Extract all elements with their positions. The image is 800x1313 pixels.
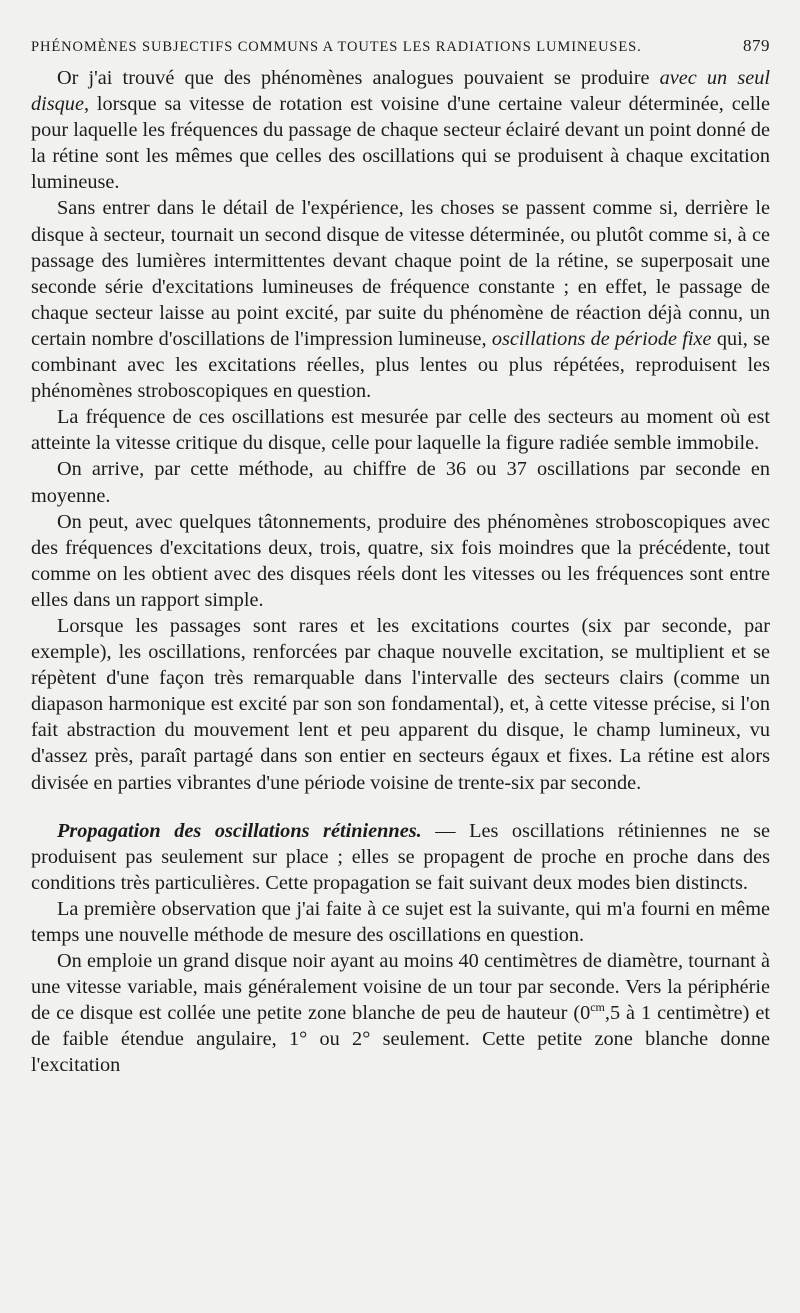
paragraph	[31, 195, 770, 404]
paragraph: La première observation que j'ai faite à ce sujet est la suivante, qui m'a fourni en même temps une nouvelle méthode de mesure des oscillations en question.	[31, 897, 770, 946]
paragraph: On arrive, par cette méthode, au chiffre de 36 ou 37 oscillations par seconde en moyenne.	[31, 458, 770, 507]
running-title: PHÉNOMÈNES SUBJECTIFS COMMUNS A TOUTES LES RADIATIONS LUMINEUSES.	[31, 39, 642, 55]
text-run: Sans entrer dans le détail de l'expérience, les choses se passent comme si, derrière le disque à secteur, tournait un second disque de vitesse déterminée, ou plutôt comme si, à ce passage des lumières intermittentes devant chaque point de la rétine, se superposait une seconde série d'excitations lumineuses de fréquence constante ; en effet, le passage de chaque secteur laisse au point excité, par suite du phénomène de réaction déjà connu, un certain nombre d'oscillations de l'impression lumineuse,	[31, 197, 770, 350]
paragraph	[31, 948, 770, 1078]
text-run: Or j'ai trouvé que des phénomènes analogues pouvaient se produire	[57, 67, 660, 89]
superscript: cm	[590, 1000, 605, 1015]
running-header	[31, 0, 770, 56]
section-spacer	[31, 796, 770, 818]
text-run: On emploie un grand disque noir ayant au moins 40 centimètres de diamètre, tournant à une vitesse variable, mais généralement voisine de un tour par seconde. Vers la périphérie de ce disque est collée une petite zone blanche de peu de hauteur (0	[31, 950, 770, 1025]
emphasis: oscillations de période fixe	[491, 327, 712, 350]
emphasis: avec un seul disque	[31, 67, 770, 116]
paragraph: Lorsque les passages sont rares et les excitations courtes (six par seconde, par exemple), les oscillations, renforcées par chaque nouvelle excitation, se multiplient et se répètent d'une façon très remarquable dans l'intervalle des secteurs clairs (comme un diapason harmonique est excité par son son fondamental), et, à cette vitesse précise, si l'on fait abstraction du mouvement lent et peu apparent du disque, le champ lumineux, vu d'assez près, paraît partagé dans son entier en secteurs égaux et fixes. La rétine est alors divisée en parties vibrantes d'une période voisine de trente-six par seconde.	[31, 614, 770, 794]
page-number: 879	[743, 36, 770, 55]
paragraph: On peut, avec quelques tâtonnements, produire des phénomènes stroboscopiques avec des fréquences d'excitations deux, trois, quatre, six fois moindres que la précédente, tout comme on les obtient avec des disques réels dont les vitesses ou les fréquences sont entre elles dans un rapport simple.	[31, 510, 770, 611]
section-title: Propagation des oscillations rétiniennes.	[57, 819, 422, 842]
body-text	[31, 65, 770, 1079]
paragraph	[31, 65, 770, 195]
section-paragraph	[31, 818, 770, 896]
text-run: qui, se combinant avec les excitations réelles, plus lentes ou plus répétées, reproduisent les phénomènes stroboscopiques en question.	[31, 327, 770, 403]
text-run: — Les oscillations rétiniennes ne se produisent pas seulement sur place ; elles se propagent de proche en proche dans des conditions très particulières. Cette propagation se fait suivant deux modes bien distincts.	[31, 819, 771, 894]
paragraph: La fréquence de ces oscillations est mesurée par celle des secteurs au moment où est atteinte la vitesse critique du disque, celle pour laquelle la figure radiée semble immobile.	[31, 406, 770, 455]
text-run: ,5 à 1 centimètre) et de faible étendue angulaire, 1° ou 2° seulement. Cette petite zone blanche donne l'excitation	[31, 1002, 770, 1077]
text-run: , lorsque sa vitesse de rotation est voisine d'une certaine valeur déterminée, celle pour laquelle les fréquences du passage de chaque secteur éclairé devant un point donné de la rétine sont les mêmes que celles des oscillations qui se produisent à chaque excitation lumineuse.	[31, 93, 770, 194]
